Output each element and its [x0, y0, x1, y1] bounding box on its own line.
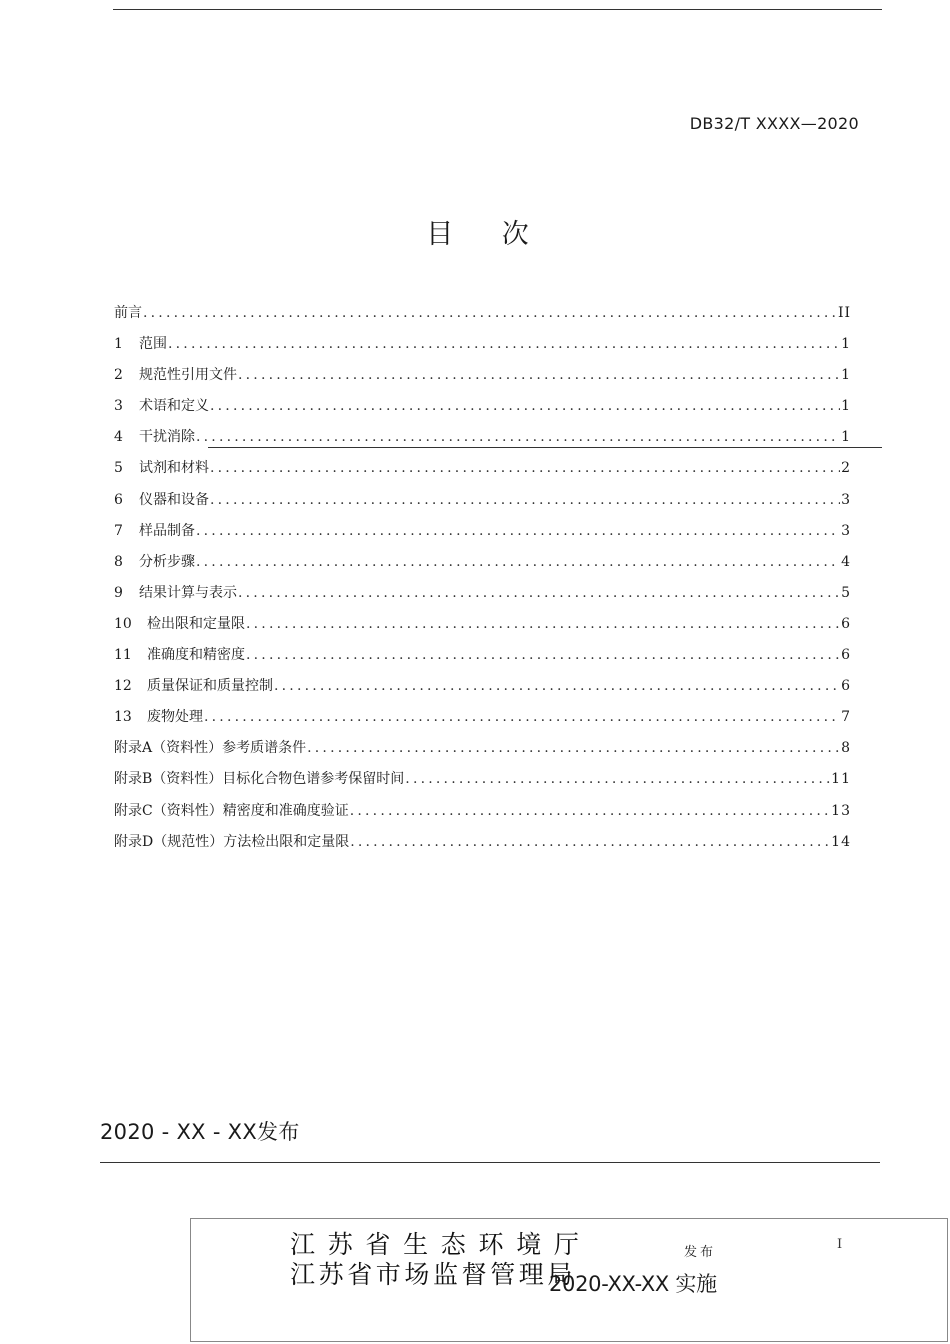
- toc-entry-page: 6: [841, 678, 851, 695]
- toc-entry-7[interactable]: [114, 519, 851, 550]
- toc-leader-dots: [204, 705, 840, 729]
- implementation-date: 2020-XX-XX 实施: [549, 1272, 717, 1296]
- toc-title: 目 次: [426, 219, 549, 250]
- table-of-contents: [114, 301, 851, 861]
- page-number: I: [837, 1237, 843, 1252]
- toc-entry-6[interactable]: [114, 488, 851, 519]
- toc-entry-page: 3: [841, 491, 851, 508]
- toc-entry-number: 2: [114, 367, 123, 384]
- toc-entry-page: 14: [831, 833, 851, 850]
- toc-entry-number: 13: [114, 709, 132, 726]
- toc-entry-4[interactable]: [114, 425, 851, 456]
- toc-leader-dots: [210, 394, 840, 418]
- toc-entry-page: 4: [841, 553, 851, 570]
- section-divider-line: [208, 447, 882, 448]
- toc-entry-page: 6: [841, 615, 851, 632]
- toc-entry-number: 8: [114, 553, 123, 570]
- release-date: 2020 - XX - XX发布: [100, 1120, 300, 1144]
- toc-entry-11[interactable]: [114, 643, 851, 674]
- bottom-rule: [100, 1162, 880, 1163]
- toc-entry-label: 准确度和精密度: [147, 647, 245, 664]
- toc-entry-13[interactable]: [114, 705, 851, 736]
- toc-entry-page: 1: [841, 398, 851, 415]
- toc-leader-dots: [196, 425, 840, 449]
- toc-entry-label: 样品制备: [139, 522, 195, 539]
- toc-entry-label: 结果计算与表示: [139, 584, 237, 601]
- toc-entry-label: 试剂和材料: [139, 460, 209, 477]
- toc-entry-page: 5: [841, 584, 851, 601]
- toc-entry-label: 规范性引用文件: [139, 367, 237, 384]
- toc-leader-dots: [246, 643, 840, 667]
- toc-entry-number: 6: [114, 491, 123, 508]
- toc-entry-label: 术语和定义: [139, 398, 209, 415]
- toc-leader-dots: [246, 612, 840, 636]
- toc-entry-number: 7: [114, 522, 123, 539]
- toc-entry-page: 8: [841, 740, 851, 757]
- toc-entry-label: 分析步骤: [139, 553, 195, 570]
- toc-leader-dots: [350, 830, 830, 854]
- publish-label: 发布: [684, 1245, 717, 1260]
- issuer-environment-department: 江苏省生态环境厅: [290, 1230, 592, 1259]
- toc-entry-appendix-c[interactable]: [114, 799, 851, 830]
- toc-entry-label: 仪器和设备: [139, 491, 209, 508]
- toc-entry-5[interactable]: [114, 456, 851, 487]
- toc-entry-label: 附录D（规范性）方法检出限和定量限: [114, 833, 350, 850]
- toc-entry-page: II: [837, 305, 851, 321]
- toc-entry-label: 前言: [114, 305, 142, 321]
- toc-leader-dots: [350, 799, 830, 823]
- document-code: DB32/T XXXX—2020: [689, 114, 859, 133]
- toc-leader-dots: [307, 736, 840, 760]
- toc-leader-dots: [405, 767, 830, 791]
- toc-entry-label: 范围: [139, 336, 167, 353]
- toc-entry-label: 附录B（资料性）目标化合物色谱参考保留时间: [114, 771, 405, 788]
- toc-entry-number: 4: [114, 429, 123, 446]
- toc-entry-3[interactable]: [114, 394, 851, 425]
- toc-entry-number: 12: [114, 678, 132, 695]
- toc-leader-dots: [238, 581, 840, 605]
- toc-entry-appendix-a[interactable]: [114, 736, 851, 767]
- toc-entry-1[interactable]: [114, 332, 851, 363]
- issuer-market-supervision-bureau: 江苏省市场监督管理局: [290, 1260, 577, 1289]
- toc-leader-dots: [143, 301, 837, 325]
- toc-entry-label: 检出限和定量限: [147, 615, 245, 632]
- toc-entry-appendix-b[interactable]: [114, 767, 851, 798]
- toc-entry-label: 干扰消除: [139, 429, 195, 446]
- toc-entry-page: 1: [841, 336, 851, 353]
- top-rule: [113, 9, 882, 10]
- toc-entry-number: 5: [114, 460, 123, 477]
- toc-leader-dots: [168, 332, 840, 356]
- toc-entry-page: 6: [841, 647, 851, 664]
- toc-entry-2[interactable]: [114, 363, 851, 394]
- toc-entry-number: 3: [114, 398, 123, 415]
- toc-entry-preface[interactable]: [114, 301, 851, 332]
- toc-entry-number: 11: [114, 647, 132, 664]
- toc-entry-label: 质量保证和质量控制: [147, 678, 273, 695]
- toc-entry-page: 3: [841, 522, 851, 539]
- toc-entry-page: 1: [841, 429, 851, 446]
- toc-entry-page: 2: [841, 460, 851, 477]
- toc-entry-page: 1: [841, 367, 851, 384]
- toc-leader-dots: [238, 363, 840, 387]
- toc-entry-page: 11: [831, 771, 851, 788]
- toc-entry-8[interactable]: [114, 550, 851, 581]
- toc-entry-10[interactable]: [114, 612, 851, 643]
- toc-leader-dots: [274, 674, 840, 698]
- toc-entry-label: 附录C（资料性）精密度和准确度验证: [114, 802, 349, 819]
- toc-leader-dots: [196, 519, 840, 543]
- toc-entry-number: 10: [114, 615, 132, 632]
- toc-leader-dots: [210, 456, 840, 480]
- toc-leader-dots: [210, 488, 840, 512]
- toc-entry-12[interactable]: [114, 674, 851, 705]
- toc-entry-label: 废物处理: [147, 709, 203, 726]
- toc-entry-number: 1: [114, 336, 123, 353]
- toc-entry-number: 9: [114, 584, 123, 601]
- toc-entry-label: 附录A（资料性）参考质谱条件: [114, 740, 307, 757]
- toc-leader-dots: [196, 550, 840, 574]
- toc-entry-9[interactable]: [114, 581, 851, 612]
- toc-entry-page: 7: [841, 709, 851, 726]
- toc-entry-page: 13: [831, 802, 851, 819]
- toc-entry-appendix-d[interactable]: [114, 830, 851, 861]
